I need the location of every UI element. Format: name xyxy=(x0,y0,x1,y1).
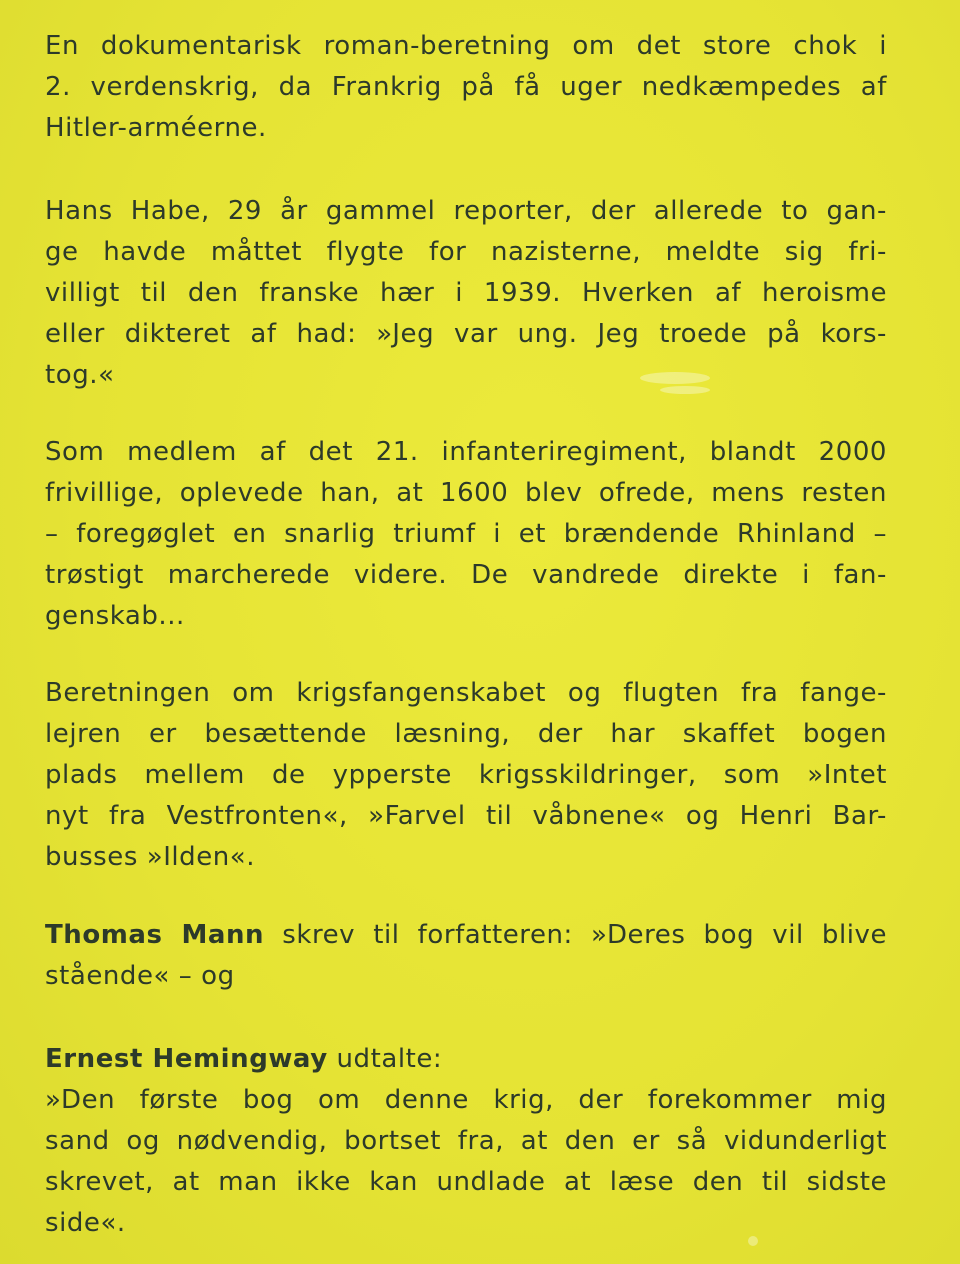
text-line: nyt fra Vestfronten«, »Farvel til våbnene« og Henri Bar- xyxy=(45,801,887,831)
text-line: trøstigt marcherede videre. De vandrede direkte i fan- xyxy=(45,560,887,590)
text-line: sand og nødvendig, bortset fra, at den er så vidunderligt xyxy=(45,1126,887,1156)
text-line xyxy=(45,1039,887,1080)
text-line: lejren er besættende læsning, der har skaffet bogen xyxy=(45,719,887,749)
text-line: plads mellem de ypperste krigsskildringer, som »Intet xyxy=(45,760,887,790)
text-line: ge havde måttet flygte for nazisterne, meldte sig fri- xyxy=(45,237,887,267)
text-line: skrevet, at man ikke kan undlade at læse den til sidste xyxy=(45,1167,887,1197)
intro-paragraph xyxy=(45,26,887,149)
text-line: frivillige, oplevede han, at 1600 blev ofrede, mens resten xyxy=(45,478,887,508)
review-paragraph xyxy=(45,673,887,878)
text-line: En dokumentarisk roman-beretning om det store chok i xyxy=(45,31,887,61)
regiment-paragraph xyxy=(45,432,887,637)
text-line xyxy=(45,915,887,956)
text-line: side«. xyxy=(45,1208,126,1238)
text-line: Som medlem af det 21. infanteriregiment, blandt 2000 xyxy=(45,437,887,467)
text-line: tog.« xyxy=(45,360,115,390)
text-line: stående« – og xyxy=(45,961,235,991)
quote-text: skrev til forfatteren: »Deres bog vil blive xyxy=(264,920,887,950)
text-line: villigt til den franske hær i 1939. Hverken af heroisme xyxy=(45,278,887,308)
quote-author-name: Thomas Mann xyxy=(45,920,265,950)
text-line: Beretningen om krigsfangenskabet og flugten fra fange- xyxy=(45,678,887,708)
text-line: Hans Habe, 29 år gammel reporter, der allerede to gan- xyxy=(45,196,887,226)
text-line: genskab... xyxy=(45,601,185,631)
text-line: busses »Ilden«. xyxy=(45,842,256,872)
text-line: 2. verdenskrig, da Frankrig på få uger nedkæmpedes af xyxy=(45,72,887,102)
text-line: – foregøglet en snarlig triumf i et brændende Rhinland – xyxy=(45,519,887,549)
quote-text: udtalte: xyxy=(327,1044,443,1074)
text-line: eller dikteret af had: »Jeg var ung. Jeg troede på kors- xyxy=(45,319,887,349)
quote-author-name: Ernest Hemingway xyxy=(45,1044,328,1074)
text-line: »Den første bog om denne krig, der forekommer mig xyxy=(45,1085,887,1115)
thomas-mann-quote xyxy=(45,915,887,997)
text-line: Hitler-arméerne. xyxy=(45,113,267,143)
author-paragraph xyxy=(45,191,887,396)
hemingway-quote xyxy=(45,1039,887,1244)
